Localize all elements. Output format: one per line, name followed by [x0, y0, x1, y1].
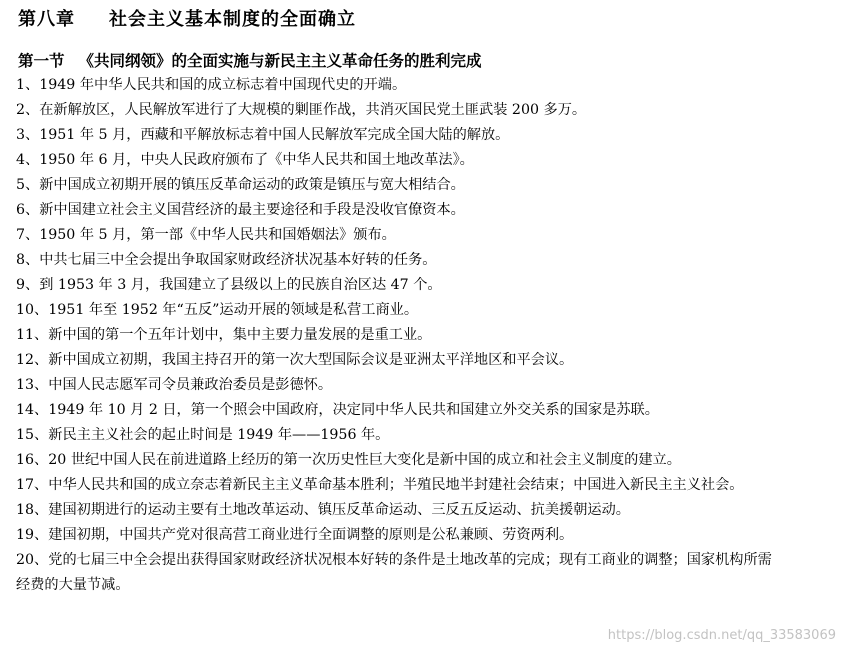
item-text: 中共七届三中全会提出争取国家财政经济状况基本好转的任务。	[39, 252, 437, 268]
item-number: 19、	[16, 527, 49, 543]
item-text: 新民主主义社会的起止时间是 1949 年——1956 年。	[48, 427, 390, 443]
item-text: 新中国建立社会主义国营经济的最主要途径和手段是没收官僚资本。	[39, 202, 465, 218]
watermark-url: https://blog.csdn.net/qq_33583069	[607, 628, 836, 643]
list-item	[16, 123, 776, 148]
numbered-list	[16, 73, 776, 598]
item-number: 2、	[16, 102, 40, 118]
item-number: 14、	[16, 402, 49, 418]
item-number: 5、	[16, 177, 40, 193]
section-heading	[18, 50, 482, 72]
list-item	[16, 323, 776, 348]
item-text: 建国初期，中国共产党对很高营工商业进行全面调整的原则是公私兼顾、劳资两利。	[48, 527, 574, 543]
list-item	[16, 448, 776, 473]
list-item	[16, 473, 776, 498]
item-text: 中国人民志愿军司令员兼政治委员是彭德怀。	[48, 377, 333, 393]
list-item	[16, 73, 776, 98]
item-text: 建国初期进行的运动主要有土地改革运动、镇压反革命运动、三反五反运动、抗美援朝运动。	[48, 502, 630, 518]
list-item	[16, 173, 776, 198]
item-number: 7、	[16, 227, 40, 243]
item-number: 10、	[16, 302, 49, 318]
item-number: 9、	[16, 277, 40, 293]
list-item	[16, 548, 776, 598]
item-number: 15、	[16, 427, 49, 443]
chapter-number: 第八章	[18, 9, 75, 30]
list-item	[16, 373, 776, 398]
chapter-heading	[18, 8, 356, 32]
item-number: 18、	[16, 502, 49, 518]
item-number: 6、	[16, 202, 40, 218]
item-text: 新中国成立初期，我国主持召开的第一次大型国际会议是亚洲太平洋地区和平会议。	[48, 352, 574, 368]
item-number: 3、	[16, 127, 40, 143]
item-number: 17、	[16, 477, 49, 493]
list-item	[16, 398, 776, 423]
item-text: 1949 年 10 月 2 日，第一个照会中国政府，决定同中华人民共和国建立外交关系的国家是苏联。	[48, 402, 659, 418]
list-item	[16, 348, 776, 373]
item-text: 1949 年中华人民共和国的成立标志着中国现代史的开端。	[39, 77, 407, 93]
list-item	[16, 198, 776, 223]
item-text: 新中国的第一个五年计划中，集中主要力量发展的是重工业。	[48, 327, 432, 343]
item-text: 1950 年 6 月，中央人民政府颁布了《中华人民共和国土地改革法》。	[39, 152, 474, 168]
section-title-text: 《共同纲领》的全面实施与新民主主义革命任务的胜利完成	[78, 51, 482, 70]
item-number: 13、	[16, 377, 49, 393]
list-item	[16, 98, 776, 123]
item-number: 11、	[16, 327, 49, 343]
item-number: 4、	[16, 152, 40, 168]
item-number: 16、	[16, 452, 49, 468]
list-item	[16, 273, 776, 298]
item-number: 20、	[16, 552, 49, 568]
section-number: 第一节	[18, 51, 65, 70]
item-number: 8、	[16, 252, 40, 268]
chapter-title-text: 社会主义基本制度的全面确立	[109, 9, 356, 30]
list-item	[16, 223, 776, 248]
list-item	[16, 498, 776, 523]
list-item	[16, 523, 776, 548]
item-text: 1951 年至 1952 年“五反”运动开展的领域是私营工商业。	[48, 302, 419, 318]
item-text: 20 世纪中国人民在前进道路上经历的第一次历史性巨大变化是新中国的成立和社会主义制度的建立。	[48, 452, 681, 468]
list-item	[16, 298, 776, 323]
item-text: 1950 年 5 月，第一部《中华人民共和国婚姻法》颁布。	[39, 227, 396, 243]
item-text: 中华人民共和国的成立奈志着新民主主义革命基本胜利；半殖民地半封建社会结束；中国进入新民主主义社会。	[48, 477, 744, 493]
item-number: 1、	[16, 77, 40, 93]
list-item	[16, 423, 776, 448]
item-text: 党的七届三中全会提出获得国家财政经济状况根本好转的条件是土地改革的完成；现有工商业的调整；国家机构所需经费的大量节减。	[16, 552, 772, 593]
item-text: 新中国成立初期开展的镇压反革命运动的政策是镇压与宽大相结合。	[39, 177, 465, 193]
item-text: 1951 年 5 月，西藏和平解放标志着中国人民解放军完成全国大陆的解放。	[39, 127, 510, 143]
item-text: 在新解放区，人民解放军进行了大规模的剿匪作战，共消灭国民党土匪武装 200 多万。	[39, 102, 587, 118]
list-item	[16, 148, 776, 173]
list-item	[16, 248, 776, 273]
item-text: 到 1953 年 3 月，我国建立了县级以上的民族自治区达 47 个。	[39, 277, 442, 293]
item-number: 12、	[16, 352, 49, 368]
